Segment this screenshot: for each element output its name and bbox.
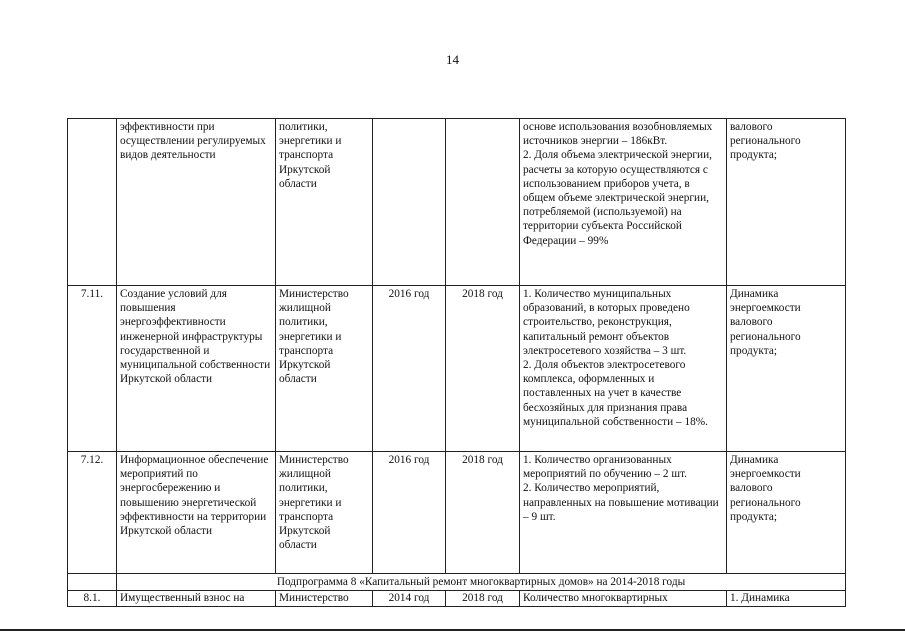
- table-row-7-12: [68, 452, 846, 574]
- cell-relation: Динамика энергоемкости валового регионального продукта;: [727, 286, 846, 452]
- cell-num: [68, 574, 117, 591]
- cell-start-year: 2014 год: [373, 591, 446, 607]
- cell-end-year: [446, 119, 520, 286]
- cell-executor: Министерство жилищной политики, энергетики и транспорта Иркутской области: [276, 286, 373, 452]
- cell-num: 8.1.: [68, 591, 117, 607]
- cell-start-year: 2016 год: [373, 452, 446, 574]
- cell-indicators: 1. Количество муниципальных образований, в которых проведено строительство, реконструкция, капитальный ремонт объектов электросетевого хозяйства – 3 шт. 2. Доля объектов электросетевого комплекса, оформленных и поставленных на учет в качестве бесхозяйных для признания права муниципальной собственности – 18%.: [520, 286, 727, 452]
- cell-indicators: Количество многоквартирных: [520, 591, 727, 607]
- page-bottom-rule: [0, 629, 905, 631]
- cell-num: 7.12.: [68, 452, 117, 574]
- cell-end-year: 2018 год: [446, 452, 520, 574]
- cell-measure-name: Создание условий для повышения энергоэффективности инженерной инфраструктуры государственной и муниципальной собственности Иркутской области: [117, 286, 276, 452]
- cell-relation: 1. Динамика: [727, 591, 846, 607]
- cell-measure-name: Имущественный взнос на: [117, 591, 276, 607]
- cell-start-year: [373, 119, 446, 286]
- cell-num: [68, 119, 117, 286]
- subprogram-title: Подпрограмма 8 «Капитальный ремонт многоквартирных домов» на 2014-2018 годы: [117, 574, 846, 591]
- page-number: 14: [446, 52, 459, 67]
- table-row-continued: [68, 119, 846, 286]
- cell-num: 7.11.: [68, 286, 117, 452]
- cell-start-year: 2016 год: [373, 286, 446, 452]
- cell-end-year: 2018 год: [446, 286, 520, 452]
- cell-measure-name: эффективности при осуществлении регулируемых видов деятельности: [117, 119, 276, 286]
- table-row-7-11: [68, 286, 846, 452]
- cell-end-year: 2018 год: [446, 591, 520, 607]
- table-row-subprogram: [68, 574, 846, 591]
- cell-relation: валового регионального продукта;: [727, 119, 846, 286]
- table-row-8-1: [68, 591, 846, 607]
- cell-measure-name: Информационное обеспечение мероприятий по энергосбережению и повышению энергетической эффективности на территории Иркутской области: [117, 452, 276, 574]
- cell-executor: политики, энергетики и транспорта Иркутской области: [276, 119, 373, 286]
- cell-executor: Министерство: [276, 591, 373, 607]
- program-measures-table: [67, 118, 846, 607]
- cell-indicators: 1. Количество организованных мероприятий по обучению – 2 шт. 2. Количество мероприятий, направленных на повышение мотивации – 9 шт.: [520, 452, 727, 574]
- cell-indicators: основе использования возобновляемых источников энергии – 186кВт. 2. Доля объема электрической энергии, расчеты за которую осуществляются с использованием приборов учета, в общем объеме электрической энергии, потребляемой (используемой) на территории субъекта Российской Федерации – 99%: [520, 119, 727, 286]
- cell-executor: Министерство жилищной политики, энергетики и транспорта Иркутской области: [276, 452, 373, 574]
- cell-relation: Динамика энергоемкости валового регионального продукта;: [727, 452, 846, 574]
